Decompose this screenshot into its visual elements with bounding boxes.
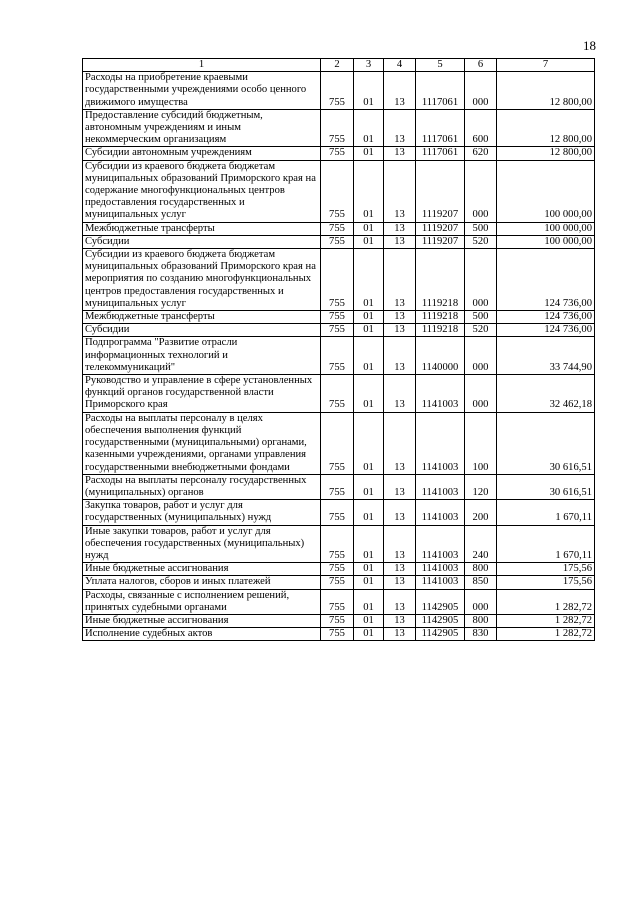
target-article-cell: 1119207 <box>416 235 465 248</box>
row-name-cell: Межбюджетные трансферты <box>83 311 321 324</box>
table-row <box>83 412 595 474</box>
ministry-code-cell: 755 <box>321 576 354 589</box>
section-cell: 01 <box>354 525 384 563</box>
row-name-cell: Субсидии из краевого бюджета бюджетам муниципальных образований Приморского края на содержание многофункциональных центров предоставления государственных и муниципальных услуг <box>83 160 321 222</box>
column-header: 6 <box>465 59 497 72</box>
section-cell: 01 <box>354 311 384 324</box>
page-number: 18 <box>583 38 596 53</box>
column-header: 4 <box>384 59 416 72</box>
section-cell: 01 <box>354 160 384 222</box>
target-article-cell: 1117061 <box>416 147 465 160</box>
section-cell: 01 <box>354 563 384 576</box>
subsection-cell: 13 <box>384 614 416 627</box>
row-name-cell: Субсидии из краевого бюджета бюджетам муниципальных образований Приморского края на мероприятия по созданию многофункциональных центров предоставления государственных и муниципальных услуг <box>83 249 321 311</box>
subsection-cell: 13 <box>384 576 416 589</box>
amount-cell: 124 736,00 <box>497 324 595 337</box>
section-cell: 01 <box>354 222 384 235</box>
row-name-cell: Закупка товаров, работ и услуг для государственных (муниципальных) нужд <box>83 500 321 525</box>
subsection-cell: 13 <box>384 109 416 147</box>
column-header: 7 <box>497 59 595 72</box>
subsection-cell: 13 <box>384 160 416 222</box>
row-name-cell: Руководство и управление в сфере установленных функций органов государственной власти Приморского края <box>83 375 321 413</box>
column-header: 2 <box>321 59 354 72</box>
table-row <box>83 109 595 147</box>
table-row <box>83 160 595 222</box>
expense-type-cell: 500 <box>465 311 497 324</box>
section-cell: 01 <box>354 500 384 525</box>
expense-type-cell: 000 <box>465 249 497 311</box>
subsection-cell: 13 <box>384 324 416 337</box>
target-article-cell: 1141003 <box>416 525 465 563</box>
amount-cell: 12 800,00 <box>497 72 595 110</box>
section-cell: 01 <box>354 147 384 160</box>
table-row <box>83 249 595 311</box>
subsection-cell: 13 <box>384 311 416 324</box>
amount-cell: 100 000,00 <box>497 222 595 235</box>
table-header-row <box>83 59 595 72</box>
subsection-cell: 13 <box>384 525 416 563</box>
row-name-cell: Расходы, связанные с исполнением решений, принятых судебными органами <box>83 589 321 614</box>
subsection-cell: 13 <box>384 222 416 235</box>
amount-cell: 175,56 <box>497 563 595 576</box>
section-cell: 01 <box>354 235 384 248</box>
ministry-code-cell: 755 <box>321 72 354 110</box>
target-article-cell: 1141003 <box>416 474 465 499</box>
expense-type-cell: 620 <box>465 147 497 160</box>
subsection-cell: 13 <box>384 72 416 110</box>
section-cell: 01 <box>354 412 384 474</box>
section-cell: 01 <box>354 324 384 337</box>
amount-cell: 1 282,72 <box>497 614 595 627</box>
row-name-cell: Иные закупки товаров, работ и услуг для обеспечения государственных (муниципальных) нужд <box>83 525 321 563</box>
target-article-cell: 1142905 <box>416 589 465 614</box>
target-article-cell: 1117061 <box>416 72 465 110</box>
expense-type-cell: 800 <box>465 563 497 576</box>
ministry-code-cell: 755 <box>321 525 354 563</box>
section-cell: 01 <box>354 614 384 627</box>
section-cell: 01 <box>354 474 384 499</box>
row-name-cell: Субсидии автономным учреждениям <box>83 147 321 160</box>
expense-type-cell: 600 <box>465 109 497 147</box>
target-article-cell: 1141003 <box>416 563 465 576</box>
table-row <box>83 563 595 576</box>
ministry-code-cell: 755 <box>321 589 354 614</box>
table-row <box>83 337 595 375</box>
subsection-cell: 13 <box>384 235 416 248</box>
section-cell: 01 <box>354 628 384 641</box>
table-row <box>83 589 595 614</box>
row-name-cell: Расходы на выплаты персоналу государственных (муниципальных) органов <box>83 474 321 499</box>
amount-cell: 30 616,51 <box>497 474 595 499</box>
row-name-cell: Расходы на выплаты персоналу в целях обеспечения выполнения функций государственными (муниципальными) органами, казенными учреждениями, органами управления государственными внебюджетными фондами <box>83 412 321 474</box>
target-article-cell: 1142905 <box>416 628 465 641</box>
table-row <box>83 525 595 563</box>
row-name-cell: Межбюджетные трансферты <box>83 222 321 235</box>
row-name-cell: Расходы на приобретение краевыми государственными учреждениями особо ценного движимого имущества <box>83 72 321 110</box>
section-cell: 01 <box>354 589 384 614</box>
table-row <box>83 222 595 235</box>
amount-cell: 124 736,00 <box>497 249 595 311</box>
ministry-code-cell: 755 <box>321 337 354 375</box>
target-article-cell: 1119218 <box>416 249 465 311</box>
expense-type-cell: 100 <box>465 412 497 474</box>
expense-type-cell: 500 <box>465 222 497 235</box>
subsection-cell: 13 <box>384 337 416 375</box>
target-article-cell: 1119218 <box>416 324 465 337</box>
ministry-code-cell: 755 <box>321 324 354 337</box>
section-cell: 01 <box>354 337 384 375</box>
table-row <box>83 324 595 337</box>
column-header: 5 <box>416 59 465 72</box>
expense-type-cell: 000 <box>465 375 497 413</box>
expense-type-cell: 000 <box>465 72 497 110</box>
expense-type-cell: 800 <box>465 614 497 627</box>
amount-cell: 1 282,72 <box>497 589 595 614</box>
ministry-code-cell: 755 <box>321 563 354 576</box>
table-row <box>83 311 595 324</box>
amount-cell: 124 736,00 <box>497 311 595 324</box>
target-article-cell: 1142905 <box>416 614 465 627</box>
ministry-code-cell: 755 <box>321 160 354 222</box>
column-header: 1 <box>83 59 321 72</box>
amount-cell: 33 744,90 <box>497 337 595 375</box>
amount-cell: 30 616,51 <box>497 412 595 474</box>
target-article-cell: 1117061 <box>416 109 465 147</box>
subsection-cell: 13 <box>384 474 416 499</box>
ministry-code-cell: 755 <box>321 628 354 641</box>
row-name-cell: Субсидии <box>83 235 321 248</box>
row-name-cell: Исполнение судебных актов <box>83 628 321 641</box>
subsection-cell: 13 <box>384 249 416 311</box>
amount-cell: 12 800,00 <box>497 147 595 160</box>
subsection-cell: 13 <box>384 500 416 525</box>
target-article-cell: 1141003 <box>416 375 465 413</box>
amount-cell: 1 282,72 <box>497 628 595 641</box>
ministry-code-cell: 755 <box>321 614 354 627</box>
amount-cell: 1 670,11 <box>497 525 595 563</box>
subsection-cell: 13 <box>384 147 416 160</box>
ministry-code-cell: 755 <box>321 147 354 160</box>
expense-type-cell: 000 <box>465 589 497 614</box>
table-row <box>83 576 595 589</box>
subsection-cell: 13 <box>384 412 416 474</box>
amount-cell: 1 670,11 <box>497 500 595 525</box>
table-row <box>83 500 595 525</box>
table-row <box>83 474 595 499</box>
target-article-cell: 1141003 <box>416 500 465 525</box>
ministry-code-cell: 755 <box>321 412 354 474</box>
expense-type-cell: 000 <box>465 160 497 222</box>
ministry-code-cell: 755 <box>321 311 354 324</box>
column-header: 3 <box>354 59 384 72</box>
amount-cell: 12 800,00 <box>497 109 595 147</box>
expense-type-cell: 850 <box>465 576 497 589</box>
section-cell: 01 <box>354 72 384 110</box>
subsection-cell: 13 <box>384 375 416 413</box>
table-row <box>83 72 595 110</box>
amount-cell: 100 000,00 <box>497 160 595 222</box>
target-article-cell: 1119207 <box>416 160 465 222</box>
ministry-code-cell: 755 <box>321 500 354 525</box>
subsection-cell: 13 <box>384 589 416 614</box>
target-article-cell: 1119207 <box>416 222 465 235</box>
section-cell: 01 <box>354 249 384 311</box>
row-name-cell: Предоставление субсидий бюджетным, автономным учреждениям и иным некоммерческим организациям <box>83 109 321 147</box>
subsection-cell: 13 <box>384 563 416 576</box>
section-cell: 01 <box>354 375 384 413</box>
budget-table <box>82 58 595 641</box>
expense-type-cell: 830 <box>465 628 497 641</box>
ministry-code-cell: 755 <box>321 235 354 248</box>
target-article-cell: 1119218 <box>416 311 465 324</box>
ministry-code-cell: 755 <box>321 375 354 413</box>
expense-type-cell: 520 <box>465 324 497 337</box>
ministry-code-cell: 755 <box>321 109 354 147</box>
amount-cell: 32 462,18 <box>497 375 595 413</box>
expense-type-cell: 520 <box>465 235 497 248</box>
row-name-cell: Подпрограмма "Развитие отрасли информационных технологий и телекоммуникаций" <box>83 337 321 375</box>
section-cell: 01 <box>354 576 384 589</box>
row-name-cell: Иные бюджетные ассигнования <box>83 614 321 627</box>
table-row <box>83 375 595 413</box>
expense-type-cell: 200 <box>465 500 497 525</box>
target-article-cell: 1141003 <box>416 412 465 474</box>
table-row <box>83 147 595 160</box>
row-name-cell: Субсидии <box>83 324 321 337</box>
section-cell: 01 <box>354 109 384 147</box>
table-row <box>83 614 595 627</box>
ministry-code-cell: 755 <box>321 249 354 311</box>
expense-type-cell: 240 <box>465 525 497 563</box>
ministry-code-cell: 755 <box>321 222 354 235</box>
target-article-cell: 1140000 <box>416 337 465 375</box>
target-article-cell: 1141003 <box>416 576 465 589</box>
ministry-code-cell: 755 <box>321 474 354 499</box>
table-row <box>83 628 595 641</box>
row-name-cell: Уплата налогов, сборов и иных платежей <box>83 576 321 589</box>
expense-type-cell: 120 <box>465 474 497 499</box>
row-name-cell: Иные бюджетные ассигнования <box>83 563 321 576</box>
amount-cell: 100 000,00 <box>497 235 595 248</box>
amount-cell: 175,56 <box>497 576 595 589</box>
expense-type-cell: 000 <box>465 337 497 375</box>
subsection-cell: 13 <box>384 628 416 641</box>
table-row <box>83 235 595 248</box>
